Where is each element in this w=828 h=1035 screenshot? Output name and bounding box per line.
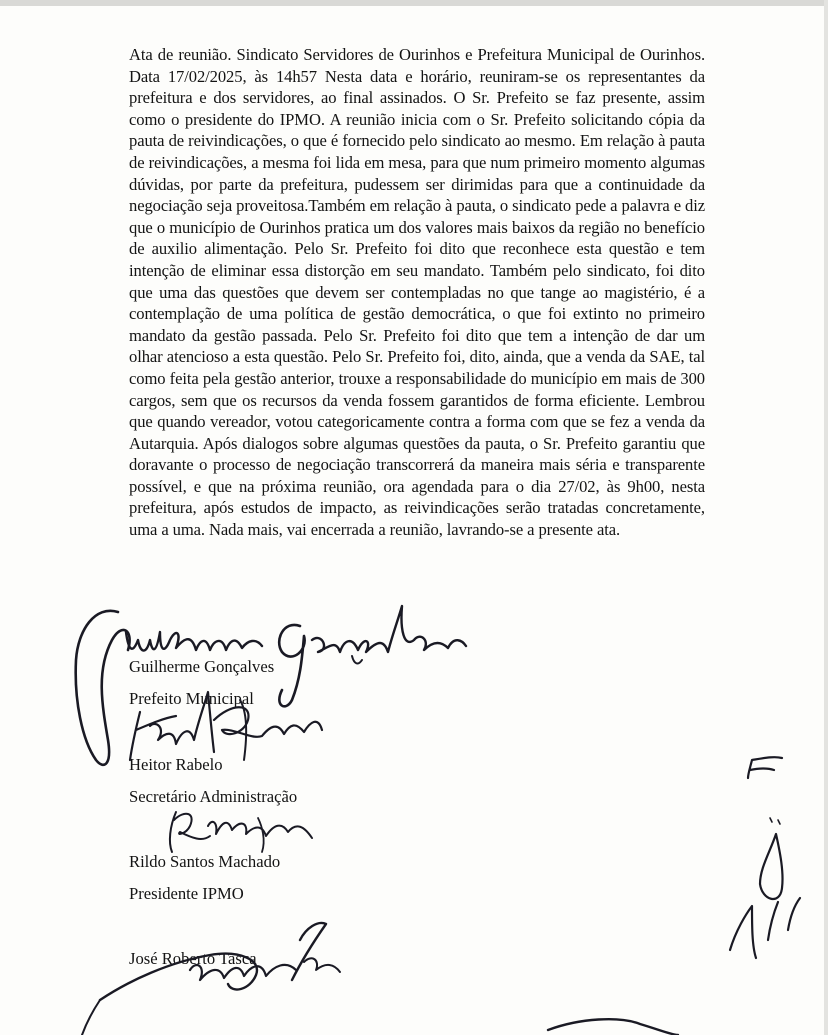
page-top-edge [0,0,828,6]
meeting-minutes-text: Ata de reunião. Sindicato Servidores de Ourinhos e Prefeitura Municipal de Ourinhos. Data 17/02/2025, às 14h57 Nesta data e horário, reuniram-se os representantes da prefeitura e dos servidores, ao final assinados. O Sr. Prefeito se faz presente, assim como o presidente do IPMO. A reunião inicia com o Sr. Prefeito solicitando cópia da pauta de reivindicações, o que é fornecido pelo sindicato ao mesmo. Em relação à pauta de reivindicações, a mesma foi lida em mesa, para que num primeiro momento algumas dúvidas, por parte da prefeitura, pudessem ser dirimidas para que a continuidade da negociação seja proveitosa.Também em relação à pauta, o sindicato pede a palavra e diz que o município de Ourinhos pratica um dos valores mais baixos da região no benefício de auxilio alimentação. Pelo Sr. Prefeito foi dito que reconhece esta questão e tem intenção de eliminar essa distorção em seu mandato. Também pelo sindicato, foi dito que uma das questões que devem ser contempladas no que tange ao magistério, é a contemplação de uma política de gestão democrática, o que foi extinto no primeiro mandato da gestão passada. Pelo Sr. Prefeito foi dito que tem a intenção de dar um olhar atencioso a esta questão. Pelo Sr. Prefeito foi, dito, ainda, que a venda da SAE, tal como feita pela gestão anterior, trouxe a responsabilidade do município em mais de 300 cargos, sem que os recursos da venda fossem garantidos de forma eficiente. Lembrou que quando vereador, votou categoricamente contra a forma com que se fez a venda da Autarquia. Após dialogos sobre algumas questões da pauta, o Sr. Prefeito garantiu que doravante o processo de negociação transcorrerá da maneira mais séria e transparente possível, e que na próxima reunião, ora agendada para o dia 27/02, às 9h00, nesta prefeitura, após estudos de impacto, as reivindicações serão tratadas concretamente, uma a uma. Nada mais, vai encerrada a reunião, lavrando-se a presente ata. [129,45,705,540]
signature-rildo-santos [170,812,312,852]
page-right-edge [824,0,828,1035]
signatory-name-ipmo-president: Rildo Santos Machado [129,852,281,871]
signatory-name-mayor: Guilherme Gonçalves [129,657,275,676]
signature-guilherme-goncalves [76,606,466,765]
signatory-name-union: José Roberto Tasca [129,949,257,968]
signatory-role-secretary: Secretário Administração [129,787,298,806]
bottom-partial-signature [548,1019,678,1035]
signatory-role-ipmo-president: Presidente IPMO [129,884,244,903]
signature-jose-roberto-tasca [82,923,340,1035]
signatory-name-secretary: Heitor Rabelo [129,755,223,774]
margin-initials [730,757,800,958]
signatory-role-mayor: Prefeito Municipal [129,689,254,708]
